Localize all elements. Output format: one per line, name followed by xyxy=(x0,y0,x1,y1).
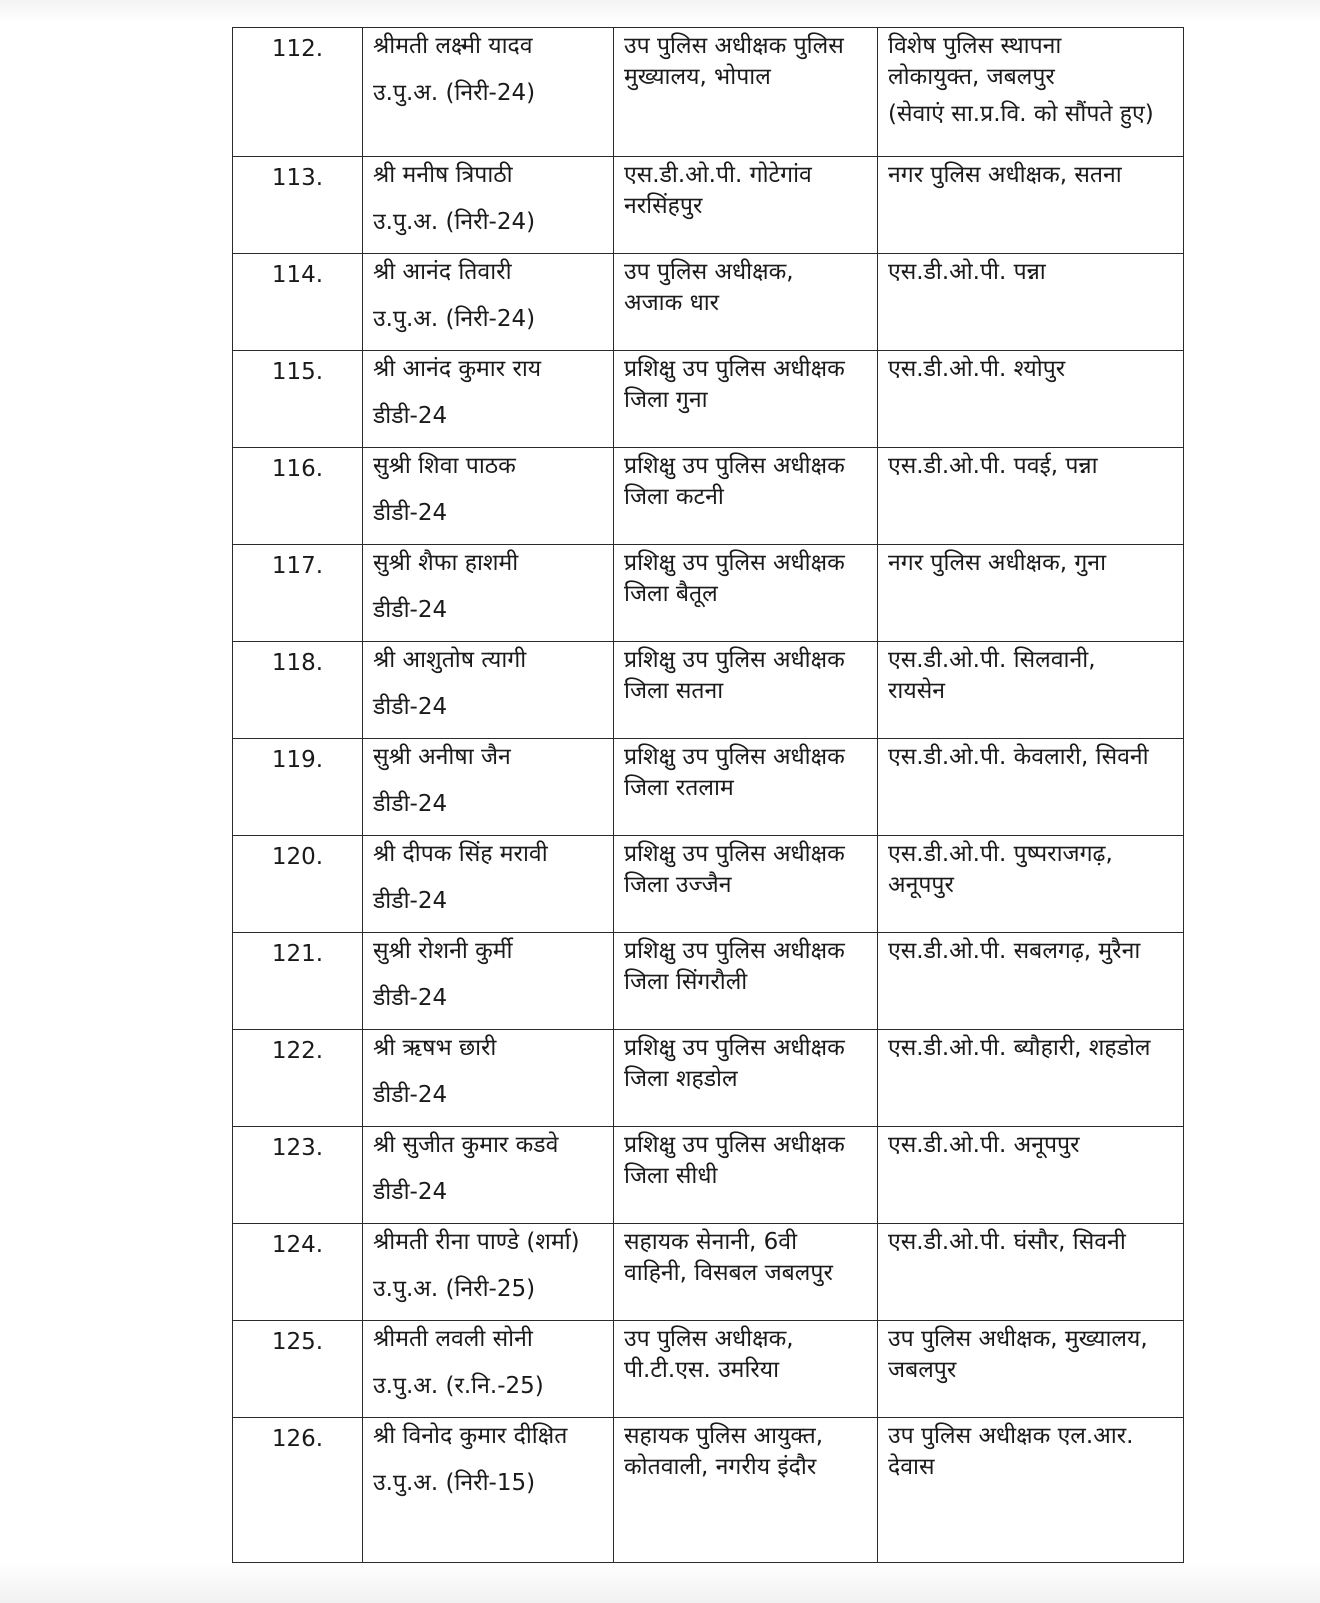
table-row xyxy=(233,836,1184,933)
serial-number: 121. xyxy=(233,933,363,1030)
transfer-list-table xyxy=(232,27,1184,1563)
new-posting-line: एस.डी.ओ.पी. अनूपपुर xyxy=(888,1132,1080,1158)
officer-cell xyxy=(363,1224,614,1321)
officer-rank: डीडी-24 xyxy=(373,597,448,623)
current-posting-cell xyxy=(614,1321,878,1418)
current-posting-line: जिला रतलाम xyxy=(624,775,734,801)
current-posting-cell xyxy=(614,28,878,157)
new-posting-cell xyxy=(878,1030,1184,1127)
new-posting-cell xyxy=(878,28,1184,157)
new-posting-line: एस.डी.ओ.पी. श्योपुर xyxy=(888,356,1066,382)
current-posting-cell xyxy=(614,254,878,351)
officer-rank: उ.पु.अ. (निरी-24) xyxy=(373,80,536,106)
table-row xyxy=(233,739,1184,836)
new-posting-line: एस.डी.ओ.पी. केवलारी, सिवनी xyxy=(888,744,1149,770)
serial-number: 122. xyxy=(233,1030,363,1127)
new-posting-cell xyxy=(878,1224,1184,1321)
new-posting-cell xyxy=(878,254,1184,351)
officer-name: सुश्री शिवा पाठक xyxy=(373,453,516,479)
officer-rank: डीडी-24 xyxy=(373,403,448,429)
table-row xyxy=(233,1224,1184,1321)
serial-number: 113. xyxy=(233,157,363,254)
current-posting-line: प्रशिक्षु उप पुलिस अधीक्षक xyxy=(624,1132,845,1158)
officer-name: श्री मनीष त्रिपाठी xyxy=(373,162,513,188)
officer-name: सुश्री शैफा हाशमी xyxy=(373,550,519,576)
table-row xyxy=(233,1127,1184,1224)
current-posting-line: प्रशिक्षु उप पुलिस अधीक्षक xyxy=(624,744,845,770)
current-posting-line: एस.डी.ओ.पी. गोटेगांव xyxy=(624,162,812,188)
new-posting-cell xyxy=(878,1127,1184,1224)
officer-cell xyxy=(363,351,614,448)
new-posting-line: एस.डी.ओ.पी. सबलगढ़, मुरैना xyxy=(888,938,1141,964)
current-posting-cell xyxy=(614,1418,878,1563)
table-body xyxy=(233,28,1184,1563)
current-posting-line: जिला सतना xyxy=(624,678,724,704)
current-posting-line: अजाक धार xyxy=(624,290,720,316)
new-posting-cell xyxy=(878,351,1184,448)
officer-cell xyxy=(363,448,614,545)
new-posting-cell xyxy=(878,1321,1184,1418)
new-posting-line: एस.डी.ओ.पी. सिलवानी, xyxy=(888,647,1096,673)
current-posting-line: कोतवाली, नगरीय इंदौर xyxy=(624,1454,817,1480)
current-posting-line: सहायक सेनानी, 6वी xyxy=(624,1229,798,1255)
officer-cell xyxy=(363,254,614,351)
officer-rank: उ.पु.अ. (निरी-15) xyxy=(373,1470,536,1496)
officer-rank: डीडी-24 xyxy=(373,500,448,526)
officer-cell xyxy=(363,642,614,739)
table-row xyxy=(233,1030,1184,1127)
officer-cell xyxy=(363,1418,614,1563)
officer-cell xyxy=(363,739,614,836)
officer-cell xyxy=(363,1127,614,1224)
officer-cell xyxy=(363,933,614,1030)
officer-rank: डीडी-24 xyxy=(373,1179,448,1205)
table-row xyxy=(233,28,1184,157)
serial-number: 120. xyxy=(233,836,363,933)
table-row xyxy=(233,545,1184,642)
current-posting-line: प्रशिक्षु उप पुलिस अधीक्षक xyxy=(624,647,845,673)
new-posting-cell xyxy=(878,545,1184,642)
current-posting-line: उप पुलिस अधीक्षक पुलिस xyxy=(624,33,844,59)
current-posting-line: प्रशिक्षु उप पुलिस अधीक्षक xyxy=(624,453,845,479)
serial-number: 112. xyxy=(233,28,363,157)
new-posting-cell xyxy=(878,448,1184,545)
current-posting-cell xyxy=(614,157,878,254)
officer-name: श्री सुजीत कुमार कडवे xyxy=(373,1132,559,1158)
table-row xyxy=(233,351,1184,448)
new-posting-cell xyxy=(878,933,1184,1030)
officer-name: श्री दीपक सिंह मरावी xyxy=(373,841,548,867)
officer-cell xyxy=(363,28,614,157)
table-row xyxy=(233,1321,1184,1418)
current-posting-cell xyxy=(614,933,878,1030)
current-posting-cell xyxy=(614,1030,878,1127)
current-posting-line: मुख्यालय, भोपाल xyxy=(624,64,771,90)
serial-number: 125. xyxy=(233,1321,363,1418)
officer-cell xyxy=(363,157,614,254)
officer-name: श्रीमती रीना पाण्डे (शर्मा) xyxy=(373,1229,580,1255)
officer-name: श्रीमती लवली सोनी xyxy=(373,1326,533,1352)
table-row xyxy=(233,254,1184,351)
officer-name: श्री आनंद तिवारी xyxy=(373,259,512,285)
officer-rank: डीडी-24 xyxy=(373,985,448,1011)
current-posting-cell xyxy=(614,642,878,739)
table-row xyxy=(233,157,1184,254)
new-posting-line: देवास xyxy=(888,1454,935,1480)
officer-rank: उ.पु.अ. (निरी-24) xyxy=(373,209,536,235)
current-posting-line: वाहिनी, विसबल जबलपुर xyxy=(624,1260,833,1286)
serial-number: 118. xyxy=(233,642,363,739)
new-posting-line: विशेष पुलिस स्थापना xyxy=(888,33,1062,59)
officer-name: सुश्री रोशनी कुर्मी xyxy=(373,938,513,964)
officer-rank: उ.पु.अ. (निरी-24) xyxy=(373,306,536,332)
officer-rank: डीडी-24 xyxy=(373,791,448,817)
current-posting-cell xyxy=(614,1224,878,1321)
current-posting-line: पी.टी.एस. उमरिया xyxy=(624,1357,780,1383)
officer-cell xyxy=(363,836,614,933)
current-posting-line: जिला उज्जैन xyxy=(624,872,732,898)
current-posting-line: जिला सीधी xyxy=(624,1163,718,1189)
officer-name: श्री विनोद कुमार दीक्षित xyxy=(373,1423,568,1449)
serial-number: 124. xyxy=(233,1224,363,1321)
current-posting-line: जिला सिंगरौली xyxy=(624,969,748,995)
current-posting-cell xyxy=(614,448,878,545)
new-posting-line: अनूपपुर xyxy=(888,872,954,898)
current-posting-line: उप पुलिस अधीक्षक, xyxy=(624,259,794,285)
new-posting-line: उप पुलिस अधीक्षक, मुख्यालय, xyxy=(888,1326,1148,1352)
officer-rank: उ.पु.अ. (र.नि.-25) xyxy=(373,1373,544,1399)
current-posting-line: नरसिंहपुर xyxy=(624,193,703,219)
serial-number: 126. xyxy=(233,1418,363,1563)
current-posting-line: सहायक पुलिस आयुक्त, xyxy=(624,1423,824,1449)
new-posting-cell xyxy=(878,642,1184,739)
table-row xyxy=(233,1418,1184,1563)
officer-name: सुश्री अनीषा जैन xyxy=(373,744,511,770)
officer-rank: डीडी-24 xyxy=(373,694,448,720)
current-posting-cell xyxy=(614,836,878,933)
posting-note: (सेवाएं सा.प्र.वि. को सौंपते हुए) xyxy=(888,101,1154,127)
serial-number: 117. xyxy=(233,545,363,642)
serial-number: 114. xyxy=(233,254,363,351)
new-posting-line: एस.डी.ओ.पी. पुष्पराजगढ़, xyxy=(888,841,1113,867)
new-posting-line: एस.डी.ओ.पी. पन्ना xyxy=(888,259,1046,285)
officer-cell xyxy=(363,1321,614,1418)
new-posting-line: जबलपुर xyxy=(888,1357,957,1383)
new-posting-cell xyxy=(878,157,1184,254)
officer-rank: डीडी-24 xyxy=(373,888,448,914)
table-row xyxy=(233,933,1184,1030)
current-posting-cell xyxy=(614,351,878,448)
current-posting-line: जिला शहडोल xyxy=(624,1066,738,1092)
new-posting-line: एस.डी.ओ.पी. ब्यौहारी, शहडोल xyxy=(888,1035,1151,1061)
new-posting-line: नगर पुलिस अधीक्षक, गुना xyxy=(888,550,1107,576)
current-posting-line: जिला कटनी xyxy=(624,484,724,510)
current-posting-line: प्रशिक्षु उप पुलिस अधीक्षक xyxy=(624,841,845,867)
officer-cell xyxy=(363,545,614,642)
new-posting-line: रायसेन xyxy=(888,678,946,704)
table-row xyxy=(233,448,1184,545)
new-posting-line: उप पुलिस अधीक्षक एल.आर. xyxy=(888,1423,1134,1449)
current-posting-cell xyxy=(614,739,878,836)
officer-name: श्रीमती लक्ष्मी यादव xyxy=(373,33,533,59)
officer-rank: डीडी-24 xyxy=(373,1082,448,1108)
current-posting-cell xyxy=(614,545,878,642)
new-posting-cell xyxy=(878,739,1184,836)
new-posting-cell xyxy=(878,836,1184,933)
new-posting-line: नगर पुलिस अधीक्षक, सतना xyxy=(888,162,1122,188)
current-posting-line: उप पुलिस अधीक्षक, xyxy=(624,1326,794,1352)
officer-rank: उ.पु.अ. (निरी-25) xyxy=(373,1276,536,1302)
new-posting-line: एस.डी.ओ.पी. घंसौर, सिवनी xyxy=(888,1229,1126,1255)
current-posting-line: जिला गुना xyxy=(624,387,708,413)
serial-number: 119. xyxy=(233,739,363,836)
current-posting-line: प्रशिक्षु उप पुलिस अधीक्षक xyxy=(624,356,845,382)
serial-number: 123. xyxy=(233,1127,363,1224)
current-posting-line: प्रशिक्षु उप पुलिस अधीक्षक xyxy=(624,938,845,964)
officer-name: श्री ऋषभ छारी xyxy=(373,1035,497,1061)
new-posting-line: लोकायुक्त, जबलपुर xyxy=(888,64,1055,90)
officer-name: श्री आनंद कुमार राय xyxy=(373,356,542,382)
serial-number: 115. xyxy=(233,351,363,448)
officer-cell xyxy=(363,1030,614,1127)
current-posting-line: प्रशिक्षु उप पुलिस अधीक्षक xyxy=(624,550,845,576)
serial-number: 116. xyxy=(233,448,363,545)
current-posting-line: प्रशिक्षु उप पुलिस अधीक्षक xyxy=(624,1035,845,1061)
current-posting-cell xyxy=(614,1127,878,1224)
new-posting-cell xyxy=(878,1418,1184,1563)
officer-name: श्री आशुतोष त्यागी xyxy=(373,647,527,673)
table-row xyxy=(233,642,1184,739)
new-posting-line: एस.डी.ओ.पी. पवई, पन्ना xyxy=(888,453,1098,479)
current-posting-line: जिला बैतूल xyxy=(624,581,718,607)
